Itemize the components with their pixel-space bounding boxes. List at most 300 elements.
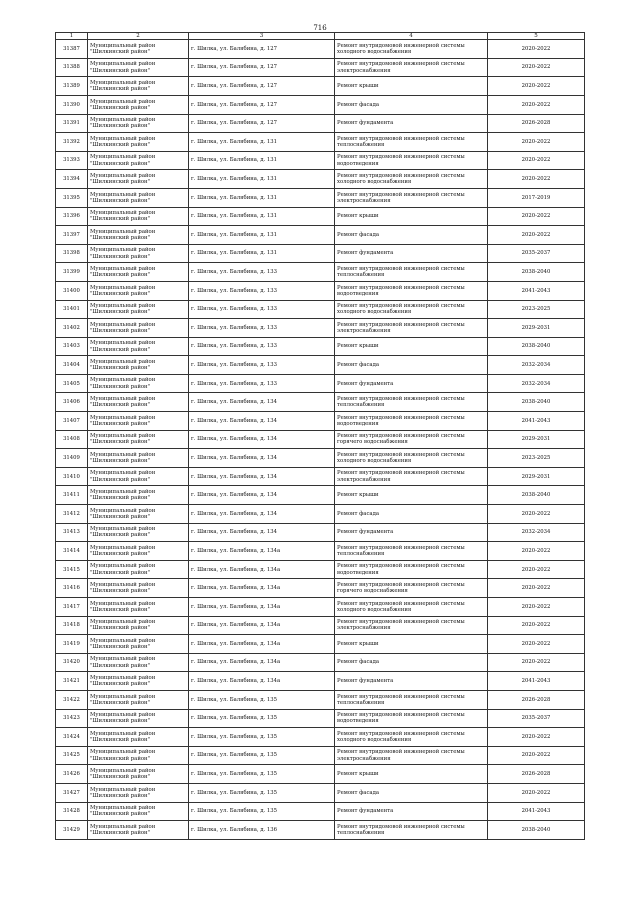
municipality-line: "Шилкинский район" xyxy=(90,513,151,520)
period-cell: 2035-2037 xyxy=(488,709,585,728)
work-type-cell xyxy=(335,77,488,96)
municipality-line: "Шилкинский район" xyxy=(90,588,151,595)
municipality-cell xyxy=(88,728,189,747)
work-type-line: Ремонт внутридомовой инженерной системы xyxy=(337,414,465,421)
address-cell: г. Шилка, ул. Балябина, д. 131 xyxy=(189,170,335,189)
work-type-line: Ремонт фасада xyxy=(337,231,380,238)
work-type-line: Ремонт внутридомовой инженерной системы xyxy=(337,823,465,830)
municipality-line: Муниципальный район xyxy=(90,284,156,291)
row-number-cell: 31413 xyxy=(56,523,88,542)
address-cell: г. Шилка, ул. Балябина, д. 127 xyxy=(189,114,335,133)
work-type-line: Ремонт внутридомовой инженерной системы xyxy=(337,582,465,589)
period-cell: 2038-2040 xyxy=(488,393,585,412)
work-type-line: холодного водоснабжения xyxy=(337,606,412,613)
period-cell: 2035-2037 xyxy=(488,244,585,263)
address-cell: г. Шилка, ул. Балябина, д. 135 xyxy=(189,690,335,709)
work-type-cell xyxy=(335,170,488,189)
address-cell: г. Шилка, ул. Балябина, д. 135 xyxy=(189,783,335,802)
row-number-cell: 31417 xyxy=(56,598,88,617)
municipality-cell xyxy=(88,598,189,617)
row-number-cell: 31407 xyxy=(56,412,88,431)
period-cell: 2023-2025 xyxy=(488,449,585,468)
municipality-line: Муниципальный район xyxy=(90,42,156,49)
table-row xyxy=(56,281,585,300)
municipality-cell xyxy=(88,616,189,635)
municipality-line: "Шилкинский район" xyxy=(90,272,151,279)
table-row xyxy=(56,207,585,226)
table-row xyxy=(56,170,585,189)
row-number-cell: 31399 xyxy=(56,263,88,282)
row-number-cell: 31395 xyxy=(56,188,88,207)
table-row xyxy=(56,300,585,319)
table-row xyxy=(56,188,585,207)
period-cell: 2020-2022 xyxy=(488,728,585,747)
table-row xyxy=(56,560,585,579)
work-type-line: Ремонт крыши xyxy=(337,83,379,90)
table-row xyxy=(56,523,585,542)
table-row xyxy=(56,616,585,635)
work-type-line: Ремонт внутридомовой инженерной системы xyxy=(337,433,465,440)
address-cell: г. Шилка, ул. Балябина, д. 127 xyxy=(189,77,335,96)
municipality-line: Муниципальный район xyxy=(90,749,156,756)
work-type-line: Ремонт внутридомовой инженерной системы xyxy=(337,172,465,179)
row-number-cell: 31404 xyxy=(56,356,88,375)
work-type-line: Ремонт внутридомовой инженерной системы xyxy=(337,563,465,570)
work-type-cell xyxy=(335,374,488,393)
table-row xyxy=(56,77,585,96)
work-type-cell xyxy=(335,579,488,598)
row-number-cell: 31419 xyxy=(56,635,88,654)
work-type-line: электроснабжения xyxy=(337,476,391,483)
table-row xyxy=(56,226,585,245)
work-type-cell xyxy=(335,430,488,449)
row-number-cell: 31420 xyxy=(56,653,88,672)
row-number-cell: 31426 xyxy=(56,765,88,784)
work-type-cell xyxy=(335,783,488,802)
table-row xyxy=(56,579,585,598)
period-cell: 2029-2031 xyxy=(488,319,585,338)
municipality-line: Муниципальный район xyxy=(90,135,156,142)
row-number-cell: 31403 xyxy=(56,337,88,356)
work-type-cell xyxy=(335,690,488,709)
municipality-line: "Шилкинский район" xyxy=(90,662,151,669)
work-type-cell xyxy=(335,672,488,691)
work-type-cell xyxy=(335,560,488,579)
work-type-line: Ремонт фасада xyxy=(337,659,380,666)
row-number-cell: 31409 xyxy=(56,449,88,468)
period-cell: 2020-2022 xyxy=(488,77,585,96)
municipality-line: "Шилкинский район" xyxy=(90,123,151,130)
work-type-line: Ремонт фундамента xyxy=(337,808,394,815)
municipality-cell xyxy=(88,765,189,784)
row-number-cell: 31396 xyxy=(56,207,88,226)
work-type-cell xyxy=(335,226,488,245)
municipality-cell xyxy=(88,281,189,300)
work-type-line: Ремонт фасада xyxy=(337,789,380,796)
municipality-cell xyxy=(88,133,189,152)
work-type-line: теплоснабжения xyxy=(337,699,385,706)
row-number-cell: 31427 xyxy=(56,783,88,802)
work-type-line: водоотведения xyxy=(337,160,379,167)
municipality-line: "Шилкинский район" xyxy=(90,606,151,613)
address-cell: г. Шилка, ул. Балябина, д. 134 xyxy=(189,486,335,505)
municipality-line: Муниципальный район xyxy=(90,433,156,440)
address-cell: г. Шилка, ул. Балябина, д. 134а xyxy=(189,579,335,598)
municipality-line: Муниципальный район xyxy=(90,693,156,700)
table-row xyxy=(56,244,585,263)
municipality-cell xyxy=(88,300,189,319)
municipality-line: "Шилкинский район" xyxy=(90,327,151,334)
address-cell: г. Шилка, ул. Балябина, д. 134а xyxy=(189,560,335,579)
municipality-cell xyxy=(88,542,189,561)
work-type-cell xyxy=(335,300,488,319)
column-header: 5 xyxy=(488,33,585,40)
work-type-line: Ремонт крыши xyxy=(337,343,379,350)
period-cell: 2026-2028 xyxy=(488,765,585,784)
municipality-line: Муниципальный район xyxy=(90,98,156,105)
table-row xyxy=(56,58,585,77)
period-cell: 2020-2022 xyxy=(488,58,585,77)
work-type-line: теплоснабжения xyxy=(337,402,385,409)
row-number-cell: 31406 xyxy=(56,393,88,412)
row-number-cell: 31425 xyxy=(56,746,88,765)
municipality-line: "Шилкинский район" xyxy=(90,309,151,316)
work-type-cell xyxy=(335,802,488,821)
municipality-line: "Шилкинский район" xyxy=(90,104,151,111)
row-number-cell: 31414 xyxy=(56,542,88,561)
period-cell: 2020-2022 xyxy=(488,133,585,152)
municipality-line: "Шилкинский район" xyxy=(90,495,151,502)
address-cell: г. Шилка, ул. Балябина, д. 133 xyxy=(189,356,335,375)
address-cell: г. Шилка, ул. Балябина, д. 127 xyxy=(189,95,335,114)
work-type-cell xyxy=(335,765,488,784)
row-number-cell: 31421 xyxy=(56,672,88,691)
row-number-cell: 31429 xyxy=(56,821,88,840)
address-cell: г. Шилка, ул. Балябина, д. 134 xyxy=(189,505,335,524)
row-number-cell: 31391 xyxy=(56,114,88,133)
municipality-line: "Шилкинский район" xyxy=(90,792,151,799)
work-type-cell xyxy=(335,616,488,635)
work-type-line: водоотведения xyxy=(337,290,379,297)
table-row xyxy=(56,393,585,412)
work-type-cell xyxy=(335,449,488,468)
table-row xyxy=(56,598,585,617)
work-type-line: холодного водоснабжения xyxy=(337,309,412,316)
municipality-cell xyxy=(88,560,189,579)
municipality-cell xyxy=(88,319,189,338)
period-cell: 2020-2022 xyxy=(488,616,585,635)
page-number: 716 xyxy=(313,24,327,32)
work-type-cell xyxy=(335,746,488,765)
row-number-cell: 31392 xyxy=(56,133,88,152)
table-row xyxy=(56,114,585,133)
work-type-cell xyxy=(335,244,488,263)
period-cell: 2020-2022 xyxy=(488,560,585,579)
table-row xyxy=(56,356,585,375)
municipality-cell xyxy=(88,746,189,765)
address-cell: г. Шилка, ул. Балябина, д. 134а xyxy=(189,616,335,635)
municipality-line: "Шилкинский район" xyxy=(90,811,151,818)
row-number-cell: 31393 xyxy=(56,151,88,170)
address-cell: г. Шилка, ул. Балябина, д. 133 xyxy=(189,319,335,338)
municipality-cell xyxy=(88,690,189,709)
municipality-line: Муниципальный район xyxy=(90,656,156,663)
address-cell: г. Шилка, ул. Балябина, д. 135 xyxy=(189,802,335,821)
address-cell: г. Шилка, ул. Балябина, д. 131 xyxy=(189,188,335,207)
address-cell: г. Шилка, ул. Балябина, д. 134 xyxy=(189,430,335,449)
municipality-line: Муниципальный район xyxy=(90,619,156,626)
address-cell: г. Шилка, ул. Балябина, д. 134а xyxy=(189,635,335,654)
period-cell: 2020-2022 xyxy=(488,151,585,170)
municipality-cell xyxy=(88,263,189,282)
municipality-line: Муниципальный район xyxy=(90,470,156,477)
municipality-line: Муниципальный район xyxy=(90,823,156,830)
work-type-line: теплоснабжения xyxy=(337,551,385,558)
period-cell: 2020-2022 xyxy=(488,579,585,598)
work-type-line: горячего водоснабжения xyxy=(337,588,408,595)
address-cell: г. Шилка, ул. Балябина, д. 134а xyxy=(189,672,335,691)
work-type-line: теплоснабжения xyxy=(337,141,385,148)
municipality-cell xyxy=(88,802,189,821)
period-cell: 2041-2043 xyxy=(488,672,585,691)
address-cell: г. Шилка, ул. Балябина, д. 135 xyxy=(189,746,335,765)
municipality-line: "Шилкинский район" xyxy=(90,197,151,204)
work-type-cell xyxy=(335,598,488,617)
municipality-line: Муниципальный район xyxy=(90,674,156,681)
municipality-line: "Шилкинский район" xyxy=(90,774,151,781)
row-number-cell: 31398 xyxy=(56,244,88,263)
municipality-line: Муниципальный район xyxy=(90,767,156,774)
period-cell: 2020-2022 xyxy=(488,598,585,617)
municipality-line: Муниципальный район xyxy=(90,228,156,235)
table-row xyxy=(56,728,585,747)
municipality-line: Муниципальный район xyxy=(90,154,156,161)
table-row xyxy=(56,449,585,468)
municipality-line: "Шилкинский район" xyxy=(90,216,151,223)
municipality-line: Муниципальный район xyxy=(90,172,156,179)
period-cell: 2032-2034 xyxy=(488,356,585,375)
municipality-cell xyxy=(88,77,189,96)
work-type-cell xyxy=(335,281,488,300)
municipality-line: Муниципальный район xyxy=(90,117,156,124)
table-row xyxy=(56,319,585,338)
row-number-cell: 31412 xyxy=(56,505,88,524)
municipality-line: "Шилкинский район" xyxy=(90,67,151,74)
municipality-line: "Шилкинский район" xyxy=(90,86,151,93)
work-type-cell xyxy=(335,263,488,282)
municipality-cell xyxy=(88,653,189,672)
work-type-line: Ремонт крыши xyxy=(337,640,379,647)
row-number-cell: 31415 xyxy=(56,560,88,579)
municipality-line: "Шилкинский район" xyxy=(90,644,151,650)
municipality-line: "Шилкинский район" xyxy=(90,681,151,688)
municipality-line: Муниципальный район xyxy=(90,451,156,458)
address-cell: г. Шилка, ул. Балябина, д. 134 xyxy=(189,449,335,468)
work-type-cell xyxy=(335,728,488,747)
municipality-line: "Шилкинский район" xyxy=(90,569,151,576)
municipality-cell xyxy=(88,58,189,77)
work-type-line: горячего водоснабжения xyxy=(337,439,408,446)
work-type-line: Ремонт внутридомовой инженерной системы xyxy=(337,544,465,551)
period-cell: 2020-2022 xyxy=(488,635,585,654)
work-type-line: Ремонт крыши xyxy=(337,213,379,220)
work-type-line: Ремонт фасада xyxy=(337,361,380,368)
registry-table xyxy=(55,32,585,840)
municipality-cell xyxy=(88,114,189,133)
row-number-cell: 31387 xyxy=(56,40,88,59)
municipality-line: "Шилкинский район" xyxy=(90,458,151,465)
address-cell: г. Шилка, ул. Балябина, д. 131 xyxy=(189,151,335,170)
row-number-cell: 31389 xyxy=(56,77,88,96)
work-type-line: Ремонт внутридомовой инженерной системы xyxy=(337,619,465,626)
work-type-line: Ремонт внутридомовой инженерной системы xyxy=(337,321,465,328)
period-cell: 2020-2022 xyxy=(488,226,585,245)
row-number-cell: 31405 xyxy=(56,374,88,393)
municipality-line: "Шилкинский район" xyxy=(90,532,151,539)
work-type-line: Ремонт внутридомовой инженерной системы xyxy=(337,42,465,49)
work-type-line: Ремонт внутридомовой инженерной системы xyxy=(337,265,465,272)
period-cell: 2038-2040 xyxy=(488,337,585,356)
municipality-cell xyxy=(88,40,189,59)
period-cell: 2020-2022 xyxy=(488,40,585,59)
table-row xyxy=(56,151,585,170)
address-cell: г. Шилка, ул. Балябина, д. 135 xyxy=(189,709,335,728)
address-cell: г. Шилка, ул. Балябина, д. 127 xyxy=(189,58,335,77)
municipality-line: "Шилкинский район" xyxy=(90,551,151,558)
period-cell: 2020-2022 xyxy=(488,783,585,802)
period-cell: 2038-2040 xyxy=(488,486,585,505)
municipality-cell xyxy=(88,207,189,226)
work-type-line: Ремонт внутридомовой инженерной системы xyxy=(337,303,465,310)
table-header-row xyxy=(56,33,585,40)
table-row xyxy=(56,95,585,114)
work-type-line: Ремонт фундамента xyxy=(337,250,394,257)
address-cell: г. Шилка, ул. Балябина, д. 134 xyxy=(189,467,335,486)
row-number-cell: 31402 xyxy=(56,319,88,338)
municipality-cell xyxy=(88,356,189,375)
work-type-line: Ремонт внутридомовой инженерной системы xyxy=(337,61,465,68)
work-type-cell xyxy=(335,486,488,505)
municipality-line: "Шилкинский район" xyxy=(90,699,151,706)
municipality-line: Муниципальный район xyxy=(90,730,156,737)
municipality-cell xyxy=(88,523,189,542)
municipality-cell xyxy=(88,635,189,654)
municipality-line: Муниципальный район xyxy=(90,79,156,86)
period-cell: 2026-2028 xyxy=(488,690,585,709)
work-type-line: Ремонт внутридомовой инженерной системы xyxy=(337,135,465,142)
table-row xyxy=(56,263,585,282)
municipality-cell xyxy=(88,709,189,728)
municipality-cell xyxy=(88,449,189,468)
municipality-cell xyxy=(88,188,189,207)
period-cell: 2029-2031 xyxy=(488,430,585,449)
work-type-cell xyxy=(335,58,488,77)
work-type-cell xyxy=(335,114,488,133)
municipality-line: "Шилкинский район" xyxy=(90,625,151,632)
row-number-cell: 31390 xyxy=(56,95,88,114)
work-type-line: холодного водоснабжения xyxy=(337,49,412,55)
municipality-line: "Шилкинский район" xyxy=(90,365,151,372)
row-number-cell: 31418 xyxy=(56,616,88,635)
row-number-cell: 31423 xyxy=(56,709,88,728)
municipality-line: Муниципальный район xyxy=(90,303,156,310)
period-cell: 2041-2043 xyxy=(488,281,585,300)
municipality-line: "Шилкинский район" xyxy=(90,420,151,427)
table-row xyxy=(56,746,585,765)
address-cell: г. Шилка, ул. Балябина, д. 135 xyxy=(189,765,335,784)
municipality-cell xyxy=(88,505,189,524)
municipality-line: "Шилкинский район" xyxy=(90,383,151,390)
municipality-line: "Шилкинский район" xyxy=(90,290,151,297)
municipality-line: "Шилкинский район" xyxy=(90,439,151,446)
work-type-line: водоотведения xyxy=(337,569,379,576)
table-row xyxy=(56,133,585,152)
municipality-line: Муниципальный район xyxy=(90,600,156,607)
period-cell: 2017-2019 xyxy=(488,188,585,207)
table-row xyxy=(56,412,585,431)
municipality-cell xyxy=(88,486,189,505)
municipality-line: Муниципальный район xyxy=(90,544,156,551)
municipality-line: "Шилкинский район" xyxy=(90,160,151,167)
municipality-line: "Шилкинский район" xyxy=(90,476,151,483)
table-row xyxy=(56,783,585,802)
work-type-line: Ремонт фундамента xyxy=(337,529,394,536)
row-number-cell: 31411 xyxy=(56,486,88,505)
municipality-cell xyxy=(88,467,189,486)
address-cell: г. Шилка, ул. Балябина, д. 134а xyxy=(189,542,335,561)
work-type-line: холодного водоснабжения xyxy=(337,458,412,465)
work-type-line: Ремонт крыши xyxy=(337,492,379,499)
work-type-line: Ремонт внутридомовой инженерной системы xyxy=(337,730,465,737)
period-cell: 2029-2031 xyxy=(488,467,585,486)
address-cell: г. Шилка, ул. Балябина, д. 133 xyxy=(189,300,335,319)
work-type-line: электроснабжения xyxy=(337,197,391,204)
municipality-line: "Шилкинский район" xyxy=(90,253,151,260)
municipality-line: Муниципальный район xyxy=(90,358,156,365)
municipality-line: "Шилкинский район" xyxy=(90,736,151,743)
municipality-line: Муниципальный район xyxy=(90,712,156,719)
address-cell: г. Шилка, ул. Балябина, д. 131 xyxy=(189,133,335,152)
table-row xyxy=(56,542,585,561)
work-type-cell xyxy=(335,319,488,338)
municipality-cell xyxy=(88,226,189,245)
address-cell: г. Шилка, ул. Балябина, д. 136 xyxy=(189,821,335,840)
work-type-line: Ремонт внутридомовой инженерной системы xyxy=(337,191,465,198)
work-type-cell xyxy=(335,207,488,226)
table-row xyxy=(56,635,585,654)
address-cell: г. Шилка, ул. Балябина, д. 131 xyxy=(189,244,335,263)
municipality-cell xyxy=(88,412,189,431)
municipality-cell xyxy=(88,337,189,356)
municipality-line: "Шилкинский район" xyxy=(90,829,151,836)
municipality-line: "Шилкинский район" xyxy=(90,49,151,55)
work-type-cell xyxy=(335,821,488,840)
municipality-line: Муниципальный район xyxy=(90,247,156,254)
work-type-cell xyxy=(335,635,488,654)
address-cell: г. Шилка, ул. Балябина, д. 133 xyxy=(189,374,335,393)
municipality-cell xyxy=(88,579,189,598)
period-cell: 2020-2022 xyxy=(488,746,585,765)
work-type-line: водоотведения xyxy=(337,420,379,427)
work-type-line: Ремонт внутридомовой инженерной системы xyxy=(337,749,465,756)
address-cell: г. Шилка, ул. Балябина, д. 133 xyxy=(189,337,335,356)
row-number-cell: 31422 xyxy=(56,690,88,709)
work-type-cell xyxy=(335,337,488,356)
municipality-cell xyxy=(88,672,189,691)
work-type-cell xyxy=(335,542,488,561)
municipality-line: Муниципальный район xyxy=(90,414,156,421)
municipality-line: "Шилкинский район" xyxy=(90,402,151,409)
